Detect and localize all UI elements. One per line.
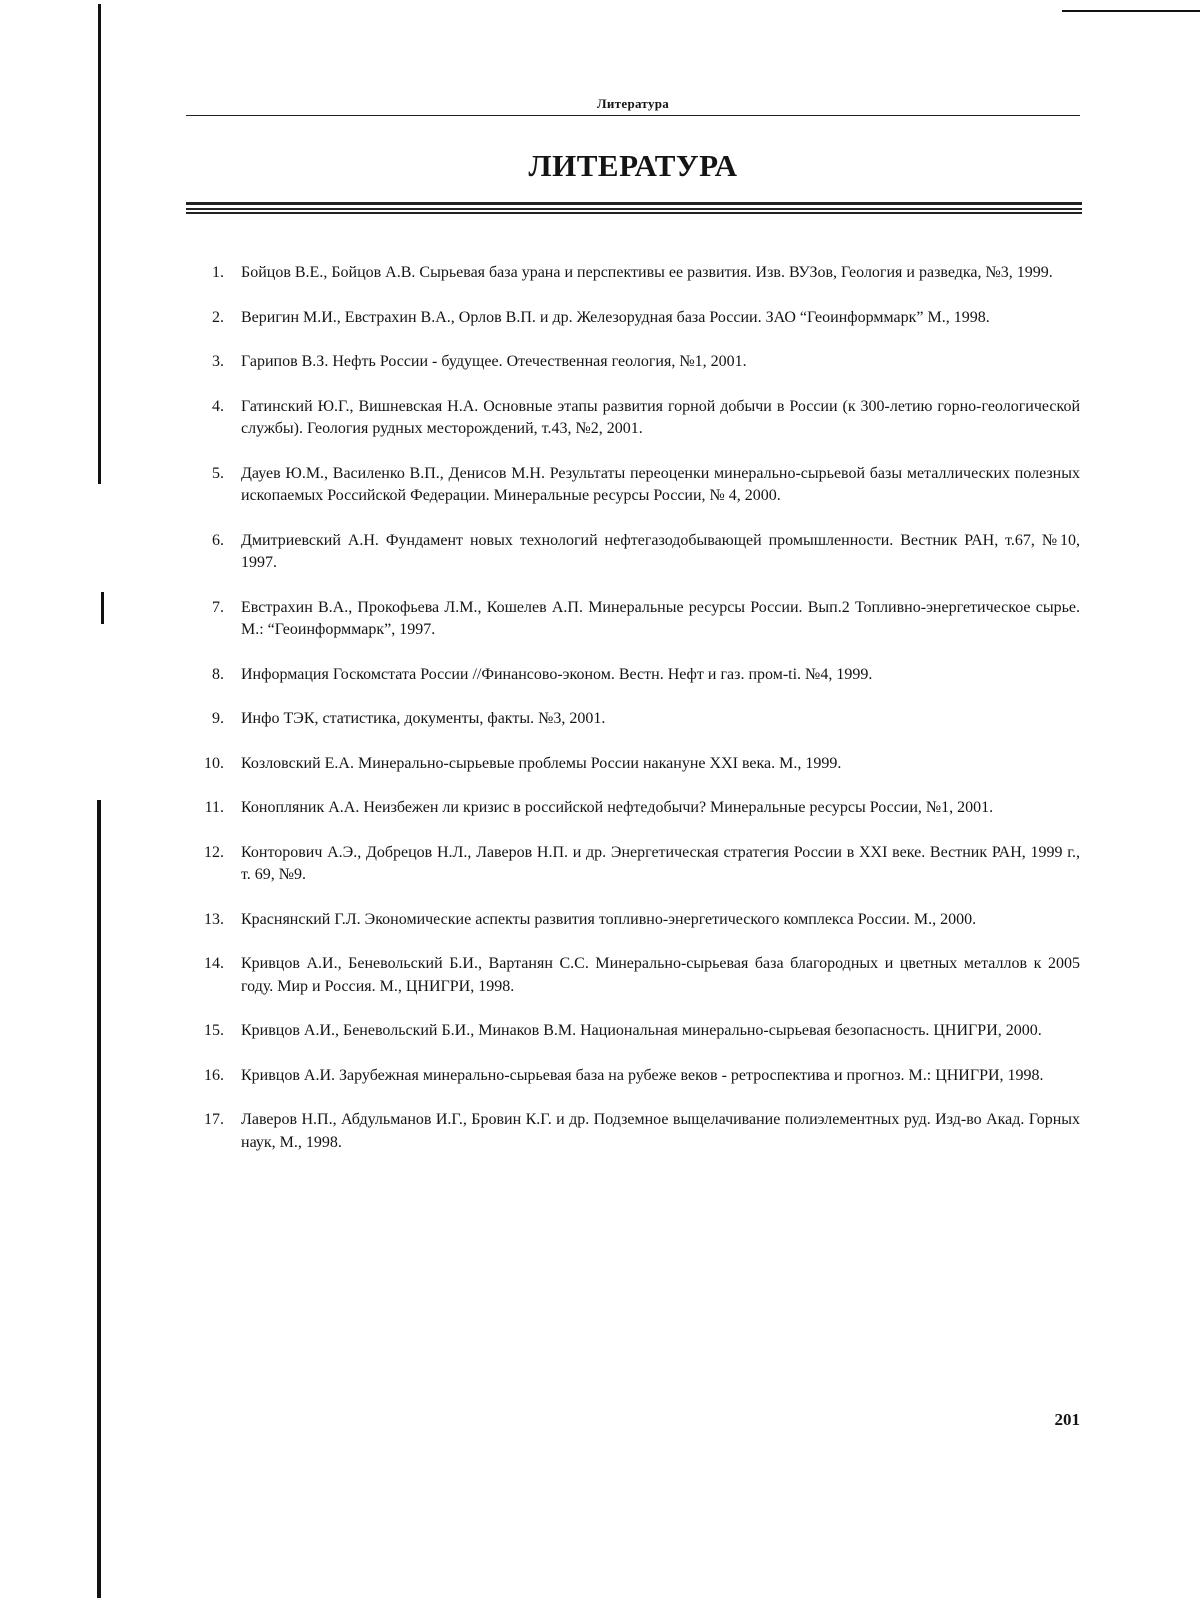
reference-text: Конторович А.Э., Добрецов Н.Л., Лаверов Н.П. и др. Энергетическая стратегия России в XXI веке. Вестник РАН, 1999 г., т. 69, №9. [241, 843, 1080, 883]
reference-number: 15. [204, 1022, 224, 1039]
reference-text: Конопляник А.А. Неизбежен ли кризис в российской нефтедобычи? Минеральные ресурсы России, №1, 2001. [241, 799, 994, 816]
running-head: Литература [596, 96, 670, 111]
reference-item [196, 597, 1080, 642]
reference-item [196, 842, 1080, 887]
reference-item [196, 664, 1080, 687]
reference-text: Бойцов В.Е., Бойцов А.В. Сырьевая база урана и перспективы ее развития. Изв. ВУЗов, Геология и разведка, №3, 1999. [241, 264, 1053, 281]
reference-number: 7. [212, 598, 224, 616]
reference-number: 11. [204, 799, 224, 816]
reference-text: Кривцов А.И., Беневольский Б.И., Вартанян С.С. Минерально-сырьевая база благородных и цветных металлов к 2005 году. Мир и Россия. М., ЦНИГРИ, 1998. [241, 955, 1080, 995]
reference-text: Дмитриевский А.Н. Фундамент новых технологий нефтегазодобывающей промышленности. Вестник РАН, т.67, №10, 1997. [241, 531, 1080, 571]
reference-item [196, 1020, 1080, 1043]
page-number: 201 [1054, 1410, 1080, 1429]
reference-text: Гарипов В.З. Нефть России - будущее. Отечественная геология, №1, 2001. [241, 353, 747, 370]
reference-number: 13. [204, 910, 224, 928]
reference-number: 9. [212, 710, 224, 727]
reference-number: 16. [204, 1066, 224, 1084]
reference-text: Лаверов Н.П., Абдульманов И.Г., Бровин К.Г. и др. Подземное выщелачивание полиэлементных руд. Изд-во Акад. Горных наук, М., 1998. [241, 1111, 1080, 1151]
title-rule-thin-2 [186, 212, 1082, 214]
reference-item [196, 909, 1080, 932]
reference-item [196, 708, 1080, 731]
reference-text: Краснянский Г.Л. Экономические аспекты развития топливно-энергетического комплекса России. М., 2000. [241, 910, 977, 928]
reference-text: Инфо ТЭК, статистика, документы, факты. №3, 2001. [241, 710, 606, 727]
reference-text: Евстрахин В.А., Прокофьева Л.М., Кошелев А.П. Минеральные ресурсы России. Вып.2 Топливно-энергетическое сырье. М.: “Геоинформмарк”, 1997. [241, 598, 1080, 638]
reference-number: 17. [204, 1111, 224, 1128]
reference-number: 2. [212, 308, 224, 326]
reference-item [196, 396, 1080, 441]
reference-item [196, 953, 1080, 998]
reference-text: Кривцов А.И. Зарубежная минерально-сырьевая база на рубеже веков - ретроспектива и прогноз. М.: ЦНИГРИ, 1998. [241, 1066, 1044, 1084]
reference-number: 10. [204, 754, 224, 772]
title-rule-thick [186, 202, 1082, 205]
reference-text: Гатинский Ю.Г., Вишневская Н.А. Основные этапы развития горной добычи в России (к 300-летию горно-геологической службы). Геология рудных месторождений, т.43, №2, 2001. [241, 397, 1080, 437]
reference-text: Информация Госкомстата России //Финансово-эконом. Вестн. Нефт и газ. пром-ti. №4, 1999. [241, 665, 873, 683]
reference-list [196, 262, 1080, 1154]
reference-item [196, 1109, 1080, 1154]
reference-number: 4. [212, 397, 224, 415]
page-title: ЛИТЕРАТУРА [528, 148, 738, 183]
reference-item [196, 463, 1080, 508]
reference-number: 1. [212, 264, 224, 281]
title-rule-thin-1 [186, 208, 1082, 210]
reference-item [196, 797, 1080, 820]
running-head-rule [186, 115, 1080, 116]
reference-number: 8. [212, 665, 224, 683]
reference-item [196, 351, 1080, 374]
reference-number: 6. [212, 531, 224, 549]
reference-text: Козловский Е.А. Минерально-сырьевые проблемы России накануне XXI века. М., 1999. [241, 754, 842, 772]
scan-edge-mark-middle [101, 592, 104, 624]
reference-number: 3. [212, 353, 224, 370]
scan-edge-mark-bottom [97, 800, 101, 1598]
reference-number: 5. [212, 464, 224, 482]
reference-item [196, 530, 1080, 575]
scan-top-right-rule [1062, 10, 1200, 12]
reference-item [196, 1065, 1080, 1088]
reference-number: 12. [204, 843, 224, 861]
reference-text: Веригин М.И., Евстрахин В.А., Орлов В.П. и др. Железорудная база России. ЗАО “Геоинформмарк” М., 1998. [241, 308, 990, 326]
reference-item [196, 753, 1080, 776]
scan-edge-mark-top [98, 4, 101, 484]
reference-number: 14. [204, 955, 224, 972]
reference-item [196, 307, 1080, 330]
reference-text: Дауев Ю.М., Василенко В.П., Денисов М.Н. Результаты переоценки минерально-сырьевой базы металлических полезных ископаемых Российской Федерации. Минеральные ресурсы России, № 4, 2000. [241, 464, 1080, 504]
reference-text: Кривцов А.И., Беневольский Б.И., Минаков В.М. Национальная минерально-сырьевая безопасность. ЦНИГРИ, 2000. [241, 1022, 1042, 1039]
reference-item [196, 262, 1080, 285]
